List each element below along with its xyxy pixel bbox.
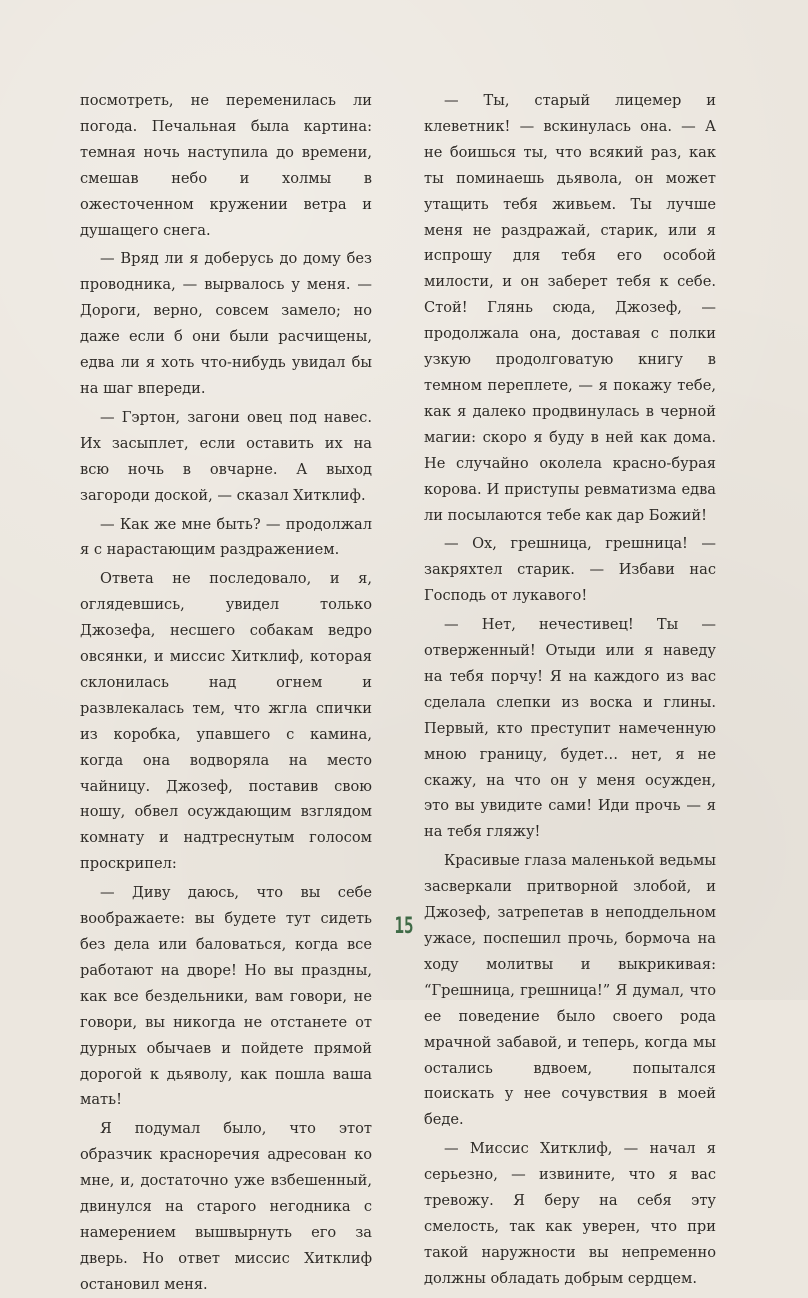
paragraph: Красивые глаза маленькой ведьмы засверкали притворной злобой, и Джозеф, затрепетав в неподдельном ужасе, поспешил прочь, бормоча на ходу молитвы и выкрикивая: “Грешница, грешница!” Я думал, что ее поведение было своего рода мрачной забавой, и теперь, когда мы остались вдвоем, попытался поискать у нее сочувствия в моей беде. <box>424 852 716 1129</box>
page-number: 15 <box>394 914 414 939</box>
paragraph: — Диву даюсь, что вы себе воображаете: вы будете тут сидеть без дела или баловаться, когда все работают на дворе! Но вы праздны, как все бездельники, вам говори, не говори, вы никогда не отстанете от дурных обычаев и пойдете прямой дорогой к дьяволу, как пошла ваша мать! <box>80 884 372 1109</box>
left-text-column <box>80 88 372 1298</box>
paragraph: Ответа не последовало, и я, оглядевшись, увидел только Джозефа, несшего собакам ведро овсянки, и миссис Хитклиф, которая склонилась над огнем и развлекалась тем, что жгла спички из коробка, упавшего с камина, когда она водворяла на место чайницу. Джозеф, поставив свою ношу, обвел осуждающим взглядом комнату и надтреснутым голосом проскрипел: <box>80 570 372 873</box>
paragraph: — Гэртон, загони овец под навес. Их засыплет, если оставить их на всю ночь в овчарне. А выход загороди доской, — сказал Хитклиф. <box>80 408 372 504</box>
paragraph: — Нет, нечестивец! Ты — отверженный! Отыди или я наведу на тебя порчу! Я на каждого из вас сделала слепки из воска и глины. Первый, кто преступит намеченную мною границу, будет… нет, я не скажу, на что он у меня осужден, это вы увидите сами! Иди прочь — я на тебя гляжу! <box>424 616 716 841</box>
paragraph: посмотреть, не переменилась ли погода. Печальная была картина: темная ночь наступила до времени, смешав небо и холмы в ожесточенном кружении ветра и душащего снега. <box>80 92 372 239</box>
paragraph: — Ох, грешница, грешница! — закряхтел старик. — Избави нас Господь от лукавого! <box>424 535 716 605</box>
paragraph: — Ты, старый лицемер и клеветник! — вскинулась она. — А не боишься ты, что всякий раз, как ты поминаешь дьявола, он может утащить тебя живьем. Ты лучше меня не раздражай, старик, или я испрошу для тебя его особой милости, и он заберет тебя к себе. Стой! Глянь сюда, Джозеф, — продолжала она, доставая с полки узкую продолговатую книгу в темном переплете, — я покажу тебе, как я далеко продвинулась в черной магии: скоро я буду в ней как дома. Не случайно околела красно-бурая корова. И приступы ревматизма едва ли посылаются тебе как дар Божий! <box>424 92 716 524</box>
paragraph: — Миссис Хитклиф, — начал я серьезно, — извините, что я вас тревожу. Я беру на себя эту смелость, так как уверен, что при такой наружности вы непременно должны обладать добрым сердцем. <box>424 1140 716 1287</box>
right-text-column <box>424 88 716 1292</box>
paragraph: — Как же мне быть? — продолжал я с нарастающим раздражением. <box>80 515 372 559</box>
paragraph: Я подумал было, что этот образчик красноречия адресован ко мне, и, достаточно уже взбешенный, двинулся на старого негодника с намерением вышвырнуть его за дверь. Но ответ миссис Хитклиф остановил меня. <box>80 1120 372 1293</box>
paragraph: — Вряд ли я доберусь до дому без проводника, — вырвалось у меня. — Дороги, верно, совсем замело; но даже если б они были расчищены, едва ли я хоть что-нибудь увидал бы на шаг впереди. <box>80 250 372 397</box>
